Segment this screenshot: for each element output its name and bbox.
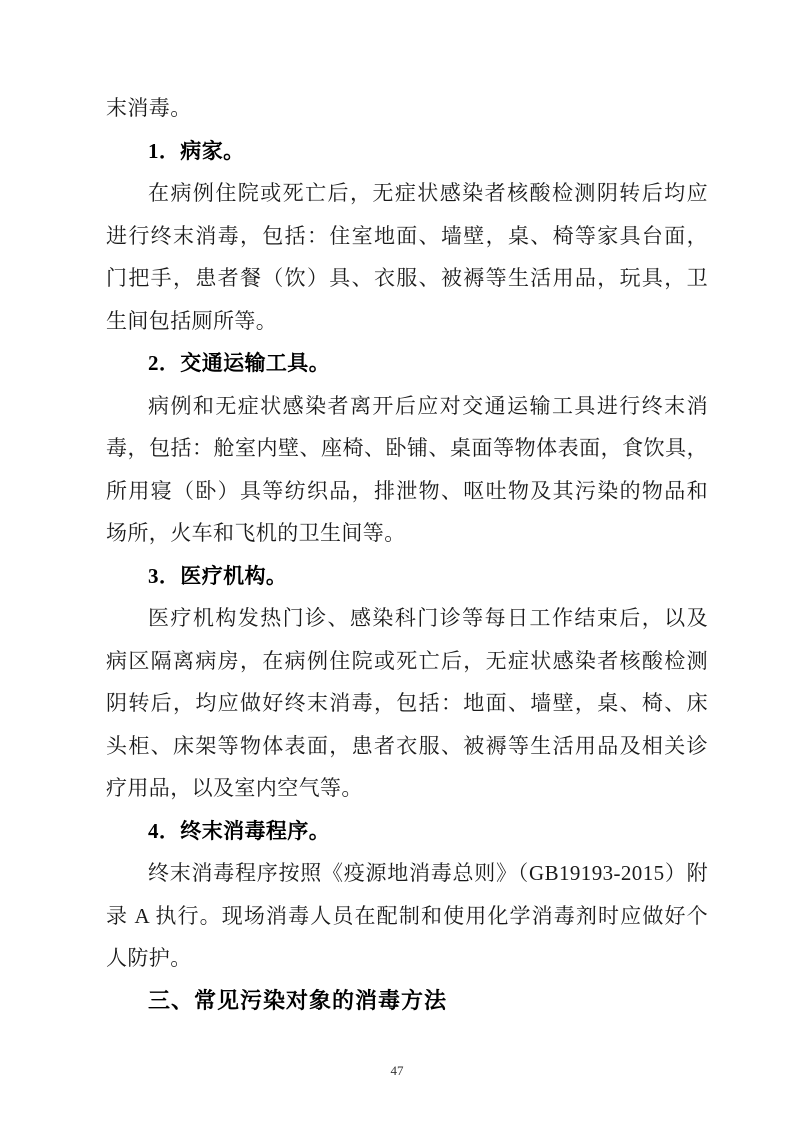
numbered-heading: 3．医疗机构。 [148,563,288,588]
paragraph-line: 终末消毒程序按照《疫源地消毒总则》（GB19193-2015）附 [148,861,708,885]
paragraph-line: 病区隔离病房，在病例住院或死亡后，无症状感染者核酸检测 [106,648,708,673]
document-body [106,87,708,1022]
paragraph-line: 录 A 执行。现场消毒人员在配制和使用化学消毒剂时应做好个 [106,903,708,928]
paragraph-line: 阴转后，均应做好终末消毒，包括：地面、墙壁，桌、椅、床 [106,691,708,715]
continuation [106,87,708,130]
paragraph-line: 头柜、床架等物体表面，患者衣服、被褥等生活用品及相关诊 [106,733,708,758]
paragraph [106,852,708,980]
paragraph-line: 人防护。 [106,946,192,970]
paragraph [106,172,708,342]
numbered-heading: 2．交通运输工具。 [148,351,331,375]
numbered-heading: 4．终末消毒程序。 [148,818,331,843]
paragraph-line: 门把手，患者餐（饮）具、衣服、被褥等生活用品，玩具，卫 [106,266,708,290]
paragraph-line: 毒，包括：舱室内壁、座椅、卧铺、桌面等物体表面，食饮具， [106,436,708,460]
paragraph-line: 末消毒。 [106,96,192,120]
numbered-heading: 1．病家。 [148,138,245,163]
paragraph-line: 所用寝（卧）具等纺织品，排泄物、呕吐物及其污染的物品和 [106,478,708,503]
section-heading: 三、常见污染对象的消毒方法 [148,987,448,1013]
paragraph [106,385,708,555]
paragraph-line: 医疗机构发热门诊、感染科门诊等每日工作结束后，以及 [148,606,708,630]
paragraph-line: 病例和无症状感染者离开后应对交通运输工具进行终末消 [148,393,708,418]
page-number: 47 [390,1063,404,1078]
paragraph-line: 场所，火车和飞机的卫生间等。 [106,521,406,545]
paragraph-line: 疗用品，以及室内空气等。 [106,776,363,800]
paragraph [106,597,708,810]
paragraph-line: 生间包括厕所等。 [106,308,278,333]
paragraph-line: 在病例住院或死亡后，无症状感染者核酸检测阴转后均应 [148,181,708,205]
paragraph-line: 进行终末消毒，包括：住室地面、墙壁，桌、椅等家具台面， [106,223,708,248]
